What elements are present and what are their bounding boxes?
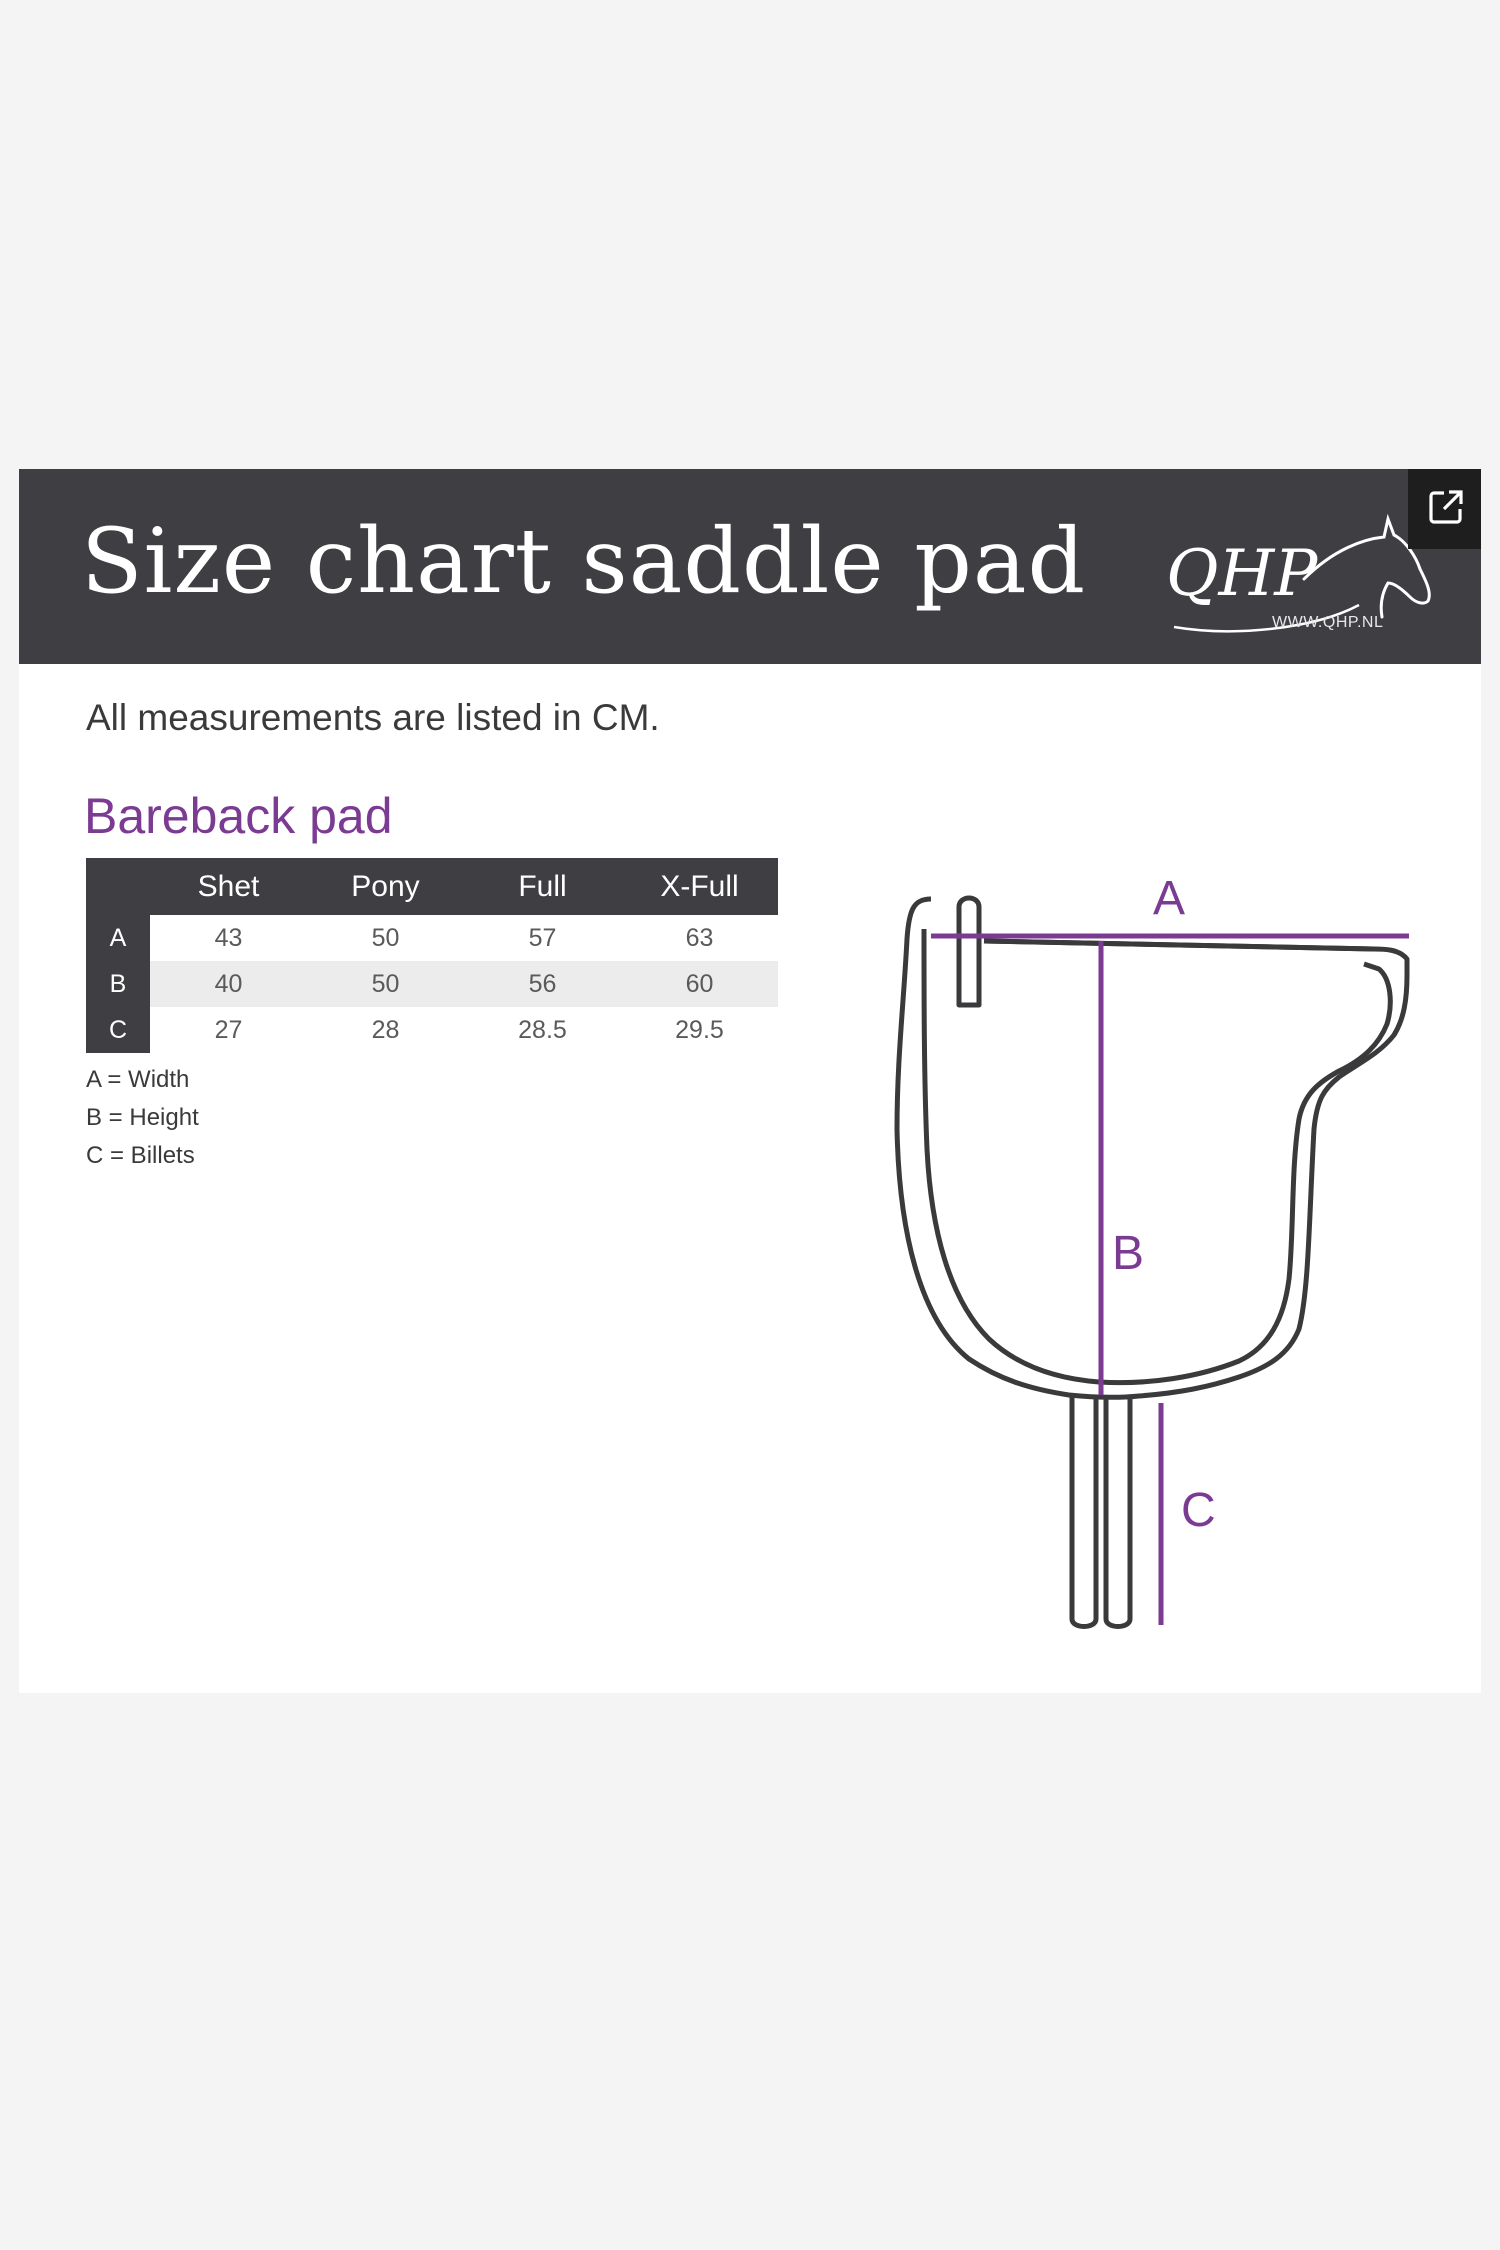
logo-wordmark: QHP <box>1166 537 1318 611</box>
measurement-note: All measurements are listed in CM. <box>86 697 660 738</box>
pad-inner-outline <box>924 929 1390 1383</box>
legend <box>86 1061 199 1175</box>
table-cell: 57 <box>528 923 557 952</box>
table-cell: 50 <box>307 961 464 1007</box>
table-cell: 50 <box>371 923 400 952</box>
billet-strap-right <box>1106 1397 1130 1627</box>
table-row <box>86 915 778 961</box>
row-label: A <box>86 915 150 961</box>
table-cell: 40 <box>150 961 307 1007</box>
table-cell: 28.5 <box>518 1015 567 1044</box>
table-cell: 56 <box>464 961 621 1007</box>
table-cell: 27 <box>214 1015 243 1044</box>
size-chart-card <box>19 469 1481 1693</box>
table-cell: 63 <box>685 923 714 952</box>
table-cell: 29.5 <box>675 1015 724 1044</box>
size-table <box>86 858 778 1053</box>
table-cell: 60 <box>621 961 778 1007</box>
table-header-row <box>86 858 778 915</box>
measure-label-c: C <box>1181 1484 1216 1537</box>
header-banner <box>19 469 1481 664</box>
column-header: Shet <box>150 858 307 915</box>
measure-label-a: A <box>1152 872 1186 925</box>
table-row <box>86 961 778 1007</box>
handle-strap <box>959 898 979 1005</box>
pad-top-edge <box>984 941 1374 949</box>
column-header: Pony <box>307 858 464 915</box>
row-label: B <box>86 961 150 1007</box>
table-corner <box>86 858 150 915</box>
row-label: C <box>86 1007 150 1053</box>
open-external-icon <box>1428 489 1464 525</box>
saddle-pad-diagram <box>879 799 1439 1669</box>
legend-item-billets: C = Billets <box>86 1142 195 1169</box>
table-row <box>86 1007 778 1053</box>
column-header: X-Full <box>621 858 778 915</box>
section-title: Bareback pad <box>84 788 393 844</box>
legend-item-height: B = Height <box>86 1104 199 1131</box>
logo-url: WWW.QHP.NL <box>1272 614 1384 631</box>
open-external-button[interactable] <box>1408 469 1481 549</box>
measure-label-b: B <box>1112 1227 1145 1280</box>
table-cell: 43 <box>214 923 243 952</box>
column-header: Full <box>464 858 621 915</box>
billet-strap-left <box>1072 1395 1096 1627</box>
qhp-logo <box>1144 509 1434 639</box>
page-title: Size chart saddle pad <box>81 509 1087 614</box>
table-cell: 28 <box>371 1015 400 1044</box>
legend-item-width: A = Width <box>86 1066 190 1093</box>
